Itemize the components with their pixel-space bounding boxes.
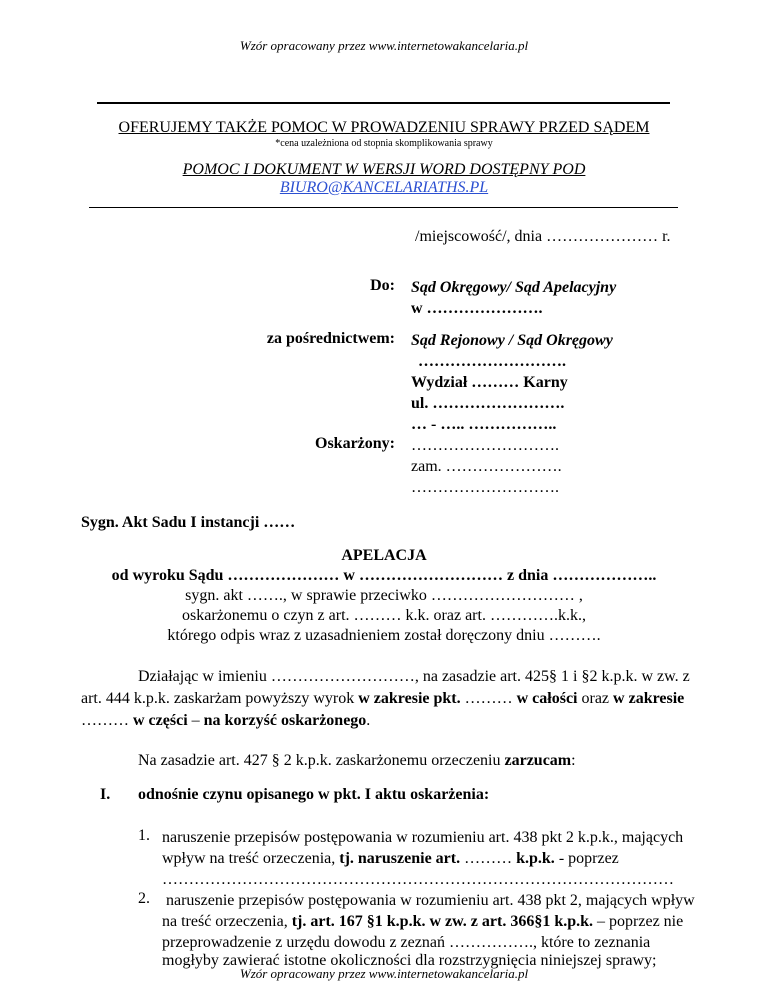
via-court-postcode: … - ….. …………….. xyxy=(411,416,557,433)
item-2-number: 2. xyxy=(138,890,150,907)
offer-title: OFERUJEMY TAKŻE POMOC W PROWADZENIU SPRAWY PRZED SĄDEM xyxy=(118,119,650,136)
court-name: Sąd Okręgowy/ Sąd Apelacyjny xyxy=(411,279,617,296)
top-divider xyxy=(97,102,670,104)
scope-range: w zakresie xyxy=(613,690,685,707)
intro-line-2 xyxy=(81,688,684,710)
delivery-line: którego odpis wraz z uzasadnieniem został doręczony dniu ………. xyxy=(167,627,601,644)
scope-points: w zakresie pkt. xyxy=(358,690,461,707)
via-court-name: Sąd Rejonowy / Sąd Okręgowy xyxy=(411,332,613,349)
item-2-line-3: przeprowadzenie z urzędu dowodu z zeznań ……………., które to zeznania xyxy=(162,934,651,951)
case-signature-line: sygn. akt ……., w sprawie przeciwko ……………………… , xyxy=(185,587,583,604)
scope-partial: w części xyxy=(133,712,188,729)
charge-line: oskarżonemu o czyn z art. ……… k.k. oraz art. ………….k.k., xyxy=(182,607,586,624)
via-court-blank: ………………………. xyxy=(418,353,566,370)
via-label: za pośrednictwem: xyxy=(266,330,395,347)
intro-text: ……… xyxy=(460,690,517,707)
allegation-keyword: zarzucam xyxy=(504,752,572,769)
footer-watermark-note: Wzór opracowany przez www.internetowakancelaria.pl xyxy=(239,966,529,981)
section-number: I. xyxy=(100,786,111,803)
item-provision: tj. art. 167 §1 k.p.k. w zw. z art. 366§1 k.p.k. xyxy=(291,913,594,930)
intro-text: . xyxy=(366,712,371,729)
item-1-line-3: …………………………………………………………………………………… xyxy=(162,871,674,888)
via-court-division: Wydział ……… Karny xyxy=(411,374,568,391)
allegation-intro xyxy=(138,750,576,772)
item-2-line-2 xyxy=(162,911,683,932)
header-watermark-note: Wzór opracowany przez www.internetowakancelaria.pl xyxy=(239,38,529,53)
accused-address: zam. …………………. xyxy=(411,458,562,475)
court-city: w …………………. xyxy=(411,300,543,317)
document-heading: APELACJA xyxy=(341,547,427,564)
section-heading: odnośnie czynu opisanego w pkt. I aktu oskarżenia: xyxy=(138,786,490,803)
offer-subtitle: *cena uzależniona od stopnia skomplikowania sprawy xyxy=(275,138,493,149)
accused-name: ………………………. xyxy=(411,437,559,454)
scope-whole: w całości xyxy=(516,690,578,707)
scope-beneficiary: na korzyść oskarżonego xyxy=(203,712,367,729)
item-text: wpływ na treść orzeczenia, xyxy=(162,850,340,867)
item-1-number: 1. xyxy=(138,827,150,844)
case-reference: Sygn. Akt Sadu I instancji …… xyxy=(81,514,296,531)
place-date-line: /miejscowość/, dnia ………………… r. xyxy=(415,228,671,245)
intro-text: ……… xyxy=(81,712,133,729)
do-label: Do: xyxy=(370,277,395,294)
item-text: na treść orzeczenia, xyxy=(162,913,292,930)
intro-line-1: Działając w imieniu ………………………, na zasadzie art. 425§ 1 i §2 k.p.k. w zw. z xyxy=(138,668,690,685)
intro-line-3 xyxy=(81,710,370,732)
intro-text: – xyxy=(187,712,204,729)
item-text: ……… xyxy=(460,850,517,867)
via-court-street: ul. ……………………. xyxy=(411,395,565,412)
offer-divider xyxy=(89,207,678,208)
item-1-line-1: naruszenie przepisów postępowania w rozumieniu art. 438 pkt 2 k.p.k., mających xyxy=(162,829,684,846)
accused-label: Oskarżony: xyxy=(315,435,395,452)
item-2-line-1: naruszenie przepisów postępowania w rozumieniu art. 438 pkt 2, mających wpływ xyxy=(166,892,695,909)
item-2-line-4: mogłyby zawierać istotne okoliczności dla rozstrzygnięcia niniejszej sprawy; xyxy=(162,952,657,969)
allegation-text: : xyxy=(571,752,576,769)
item-code: k.p.k. xyxy=(516,850,555,867)
accused-address-2: ………………………. xyxy=(411,479,559,496)
intro-text: oraz xyxy=(577,690,614,707)
allegation-text: Na zasadzie art. 427 § 2 k.p.k. zaskarżonemu orzeczeniu xyxy=(138,752,505,769)
item-provision: tj. naruszenie art. xyxy=(339,850,461,867)
email-link[interactable]: BIURO@KANCELARIATHS.PL xyxy=(279,179,489,196)
word-version-line: POMOC I DOKUMENT W WERSJI WORD DOSTĘPNY POD xyxy=(182,161,586,178)
intro-text: art. 444 k.p.k. zaskarżam powyższy wyrok xyxy=(81,690,359,707)
judgment-line: od wyroku Sądu ………………… w ……………………… z dnia ……………….. xyxy=(111,567,657,584)
item-text: – poprzez nie xyxy=(593,913,684,930)
item-1-line-2 xyxy=(162,848,619,869)
item-text: - poprzez xyxy=(554,850,619,867)
